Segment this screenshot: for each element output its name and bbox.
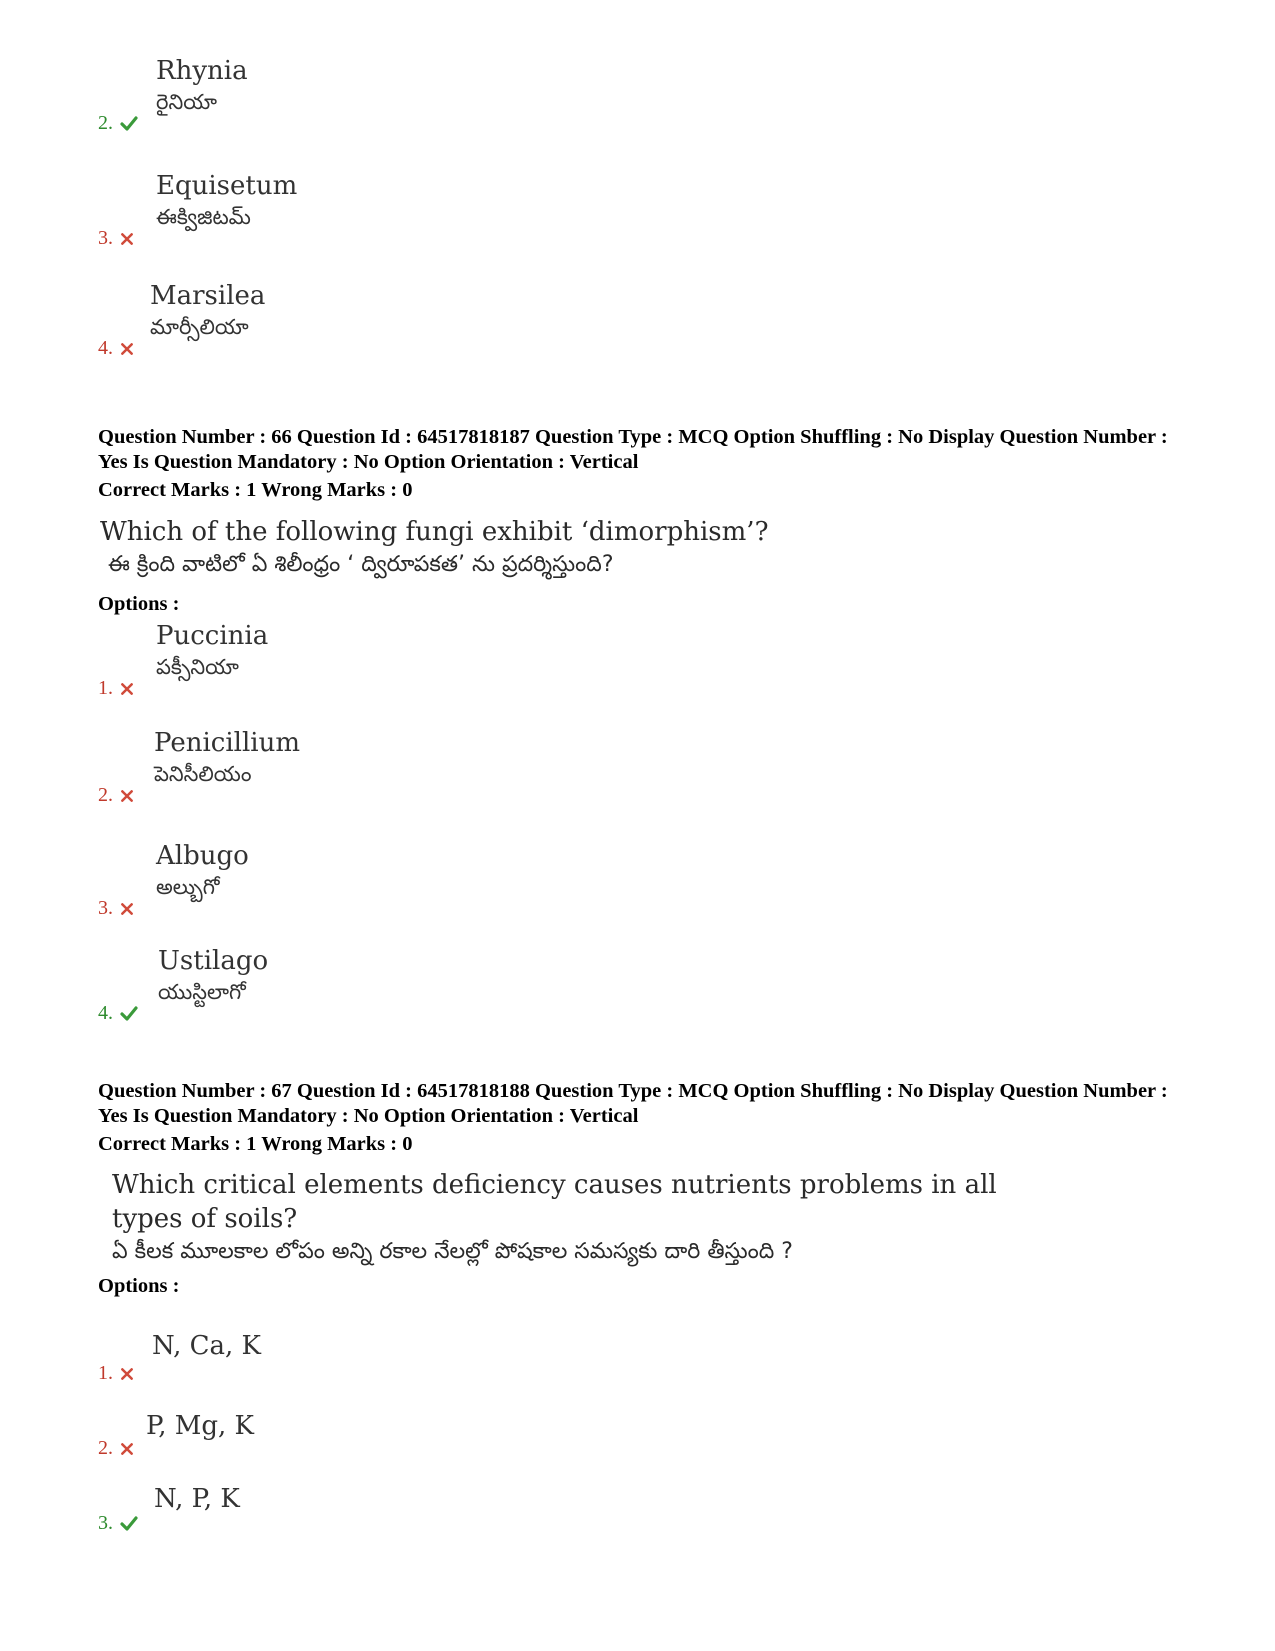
wrong-cross-icon xyxy=(120,232,134,246)
correct-check-icon xyxy=(120,1005,138,1023)
option-content xyxy=(156,620,268,682)
option-item xyxy=(98,945,698,1025)
option-content xyxy=(154,727,300,789)
options-label: Options : xyxy=(98,593,180,615)
option-text-en: Albugo xyxy=(156,841,249,871)
option-number: 2. xyxy=(98,1437,113,1459)
option-text-te: అల్బుగో xyxy=(156,875,220,899)
option-text-te: మార్సీలియా xyxy=(150,315,249,339)
question-text xyxy=(100,515,769,581)
option-number: 2. xyxy=(98,112,113,134)
question-text-en: Which critical elements deficiency causes nutrients problems in all xyxy=(112,1170,997,1200)
option-text-en: Penicillium xyxy=(154,728,300,758)
option-text-te: పెనిసీలియం xyxy=(154,762,252,786)
option-text-te: రైనియా xyxy=(156,90,217,114)
option-content xyxy=(158,945,268,1007)
wrong-cross-icon xyxy=(120,902,134,916)
option-text-en: N, Ca, K xyxy=(152,1331,261,1361)
option-number: 1. xyxy=(98,677,113,699)
option-content xyxy=(146,1410,254,1442)
wrong-cross-icon xyxy=(120,682,134,696)
wrong-cross-icon xyxy=(120,789,134,803)
option-item xyxy=(98,727,698,807)
option-text-en: Marsilea xyxy=(150,281,266,311)
options-label: Options : xyxy=(98,1275,180,1297)
option-number: 4. xyxy=(98,1002,113,1024)
option-text-en: N, P, K xyxy=(154,1484,240,1514)
option-item xyxy=(98,1410,698,1460)
option-text-te: ఈక్విజిటమ్ xyxy=(156,205,251,229)
option-item xyxy=(98,170,698,250)
option-item xyxy=(98,55,698,135)
option-item xyxy=(98,1483,698,1535)
option-number: 3. xyxy=(98,227,113,249)
question-meta: Question Number : 67 Question Id : 64517818188 Question Type : MCQ Option Shuffling : No Display Question Number : Yes Is Question Mandatory : No Option Orientation : Vertical xyxy=(98,1080,1168,1127)
question-marks: Correct Marks : 1 Wrong Marks : 0 xyxy=(98,1133,413,1155)
option-content xyxy=(152,1330,261,1362)
question-header xyxy=(98,1079,1178,1156)
option-content xyxy=(156,55,248,117)
option-content xyxy=(154,1483,240,1515)
question-header xyxy=(98,425,1178,502)
option-number: 2. xyxy=(98,784,113,806)
question-text-te: ఏ కీలక మూలకాల లోపం అన్ని రకాల నేలల్లో పోషకాల సమస్యకు దారి తీస్తుంది ? xyxy=(112,1239,793,1264)
question-text-en: Which of the following fungi exhibit ‘dimorphism’? xyxy=(100,517,769,547)
option-text-en: Rhynia xyxy=(156,56,248,86)
correct-check-icon xyxy=(120,1515,138,1533)
option-item xyxy=(98,1330,698,1385)
option-text-en: P, Mg, K xyxy=(146,1411,254,1441)
option-item xyxy=(98,620,698,700)
option-item xyxy=(98,280,698,360)
option-text-te: యుస్టిలాగో xyxy=(158,980,246,1004)
option-text-en: Equisetum xyxy=(156,171,298,201)
wrong-cross-icon xyxy=(120,342,134,356)
option-number: 3. xyxy=(98,897,113,919)
option-text-en: Ustilago xyxy=(158,946,269,976)
question-meta: Question Number : 66 Question Id : 64517818187 Question Type : MCQ Option Shuffling : No Display Question Number : Yes Is Question Mandatory : No Option Orientation : Vertical xyxy=(98,426,1168,473)
wrong-cross-icon xyxy=(120,1367,134,1381)
option-number: 1. xyxy=(98,1362,113,1384)
correct-check-icon xyxy=(120,115,138,133)
option-text-en: Puccinia xyxy=(156,621,269,651)
option-item xyxy=(98,840,698,920)
question-text-en: types of soils? xyxy=(112,1204,298,1234)
question-text-te: ఈ క్రింది వాటిలో ఏ శిలీంధ్రం ‘ ద్విరూపకత’ ను ప్రదర్శిస్తుంది? xyxy=(108,552,614,577)
option-text-te: పక్సీనియా xyxy=(156,655,239,679)
option-number: 4. xyxy=(98,337,113,359)
question-marks: Correct Marks : 1 Wrong Marks : 0 xyxy=(98,479,413,501)
wrong-cross-icon xyxy=(120,1442,134,1456)
question-text xyxy=(112,1168,997,1268)
option-number: 3. xyxy=(98,1512,113,1534)
option-content xyxy=(150,280,265,342)
option-content xyxy=(156,840,249,902)
option-content xyxy=(156,170,297,232)
